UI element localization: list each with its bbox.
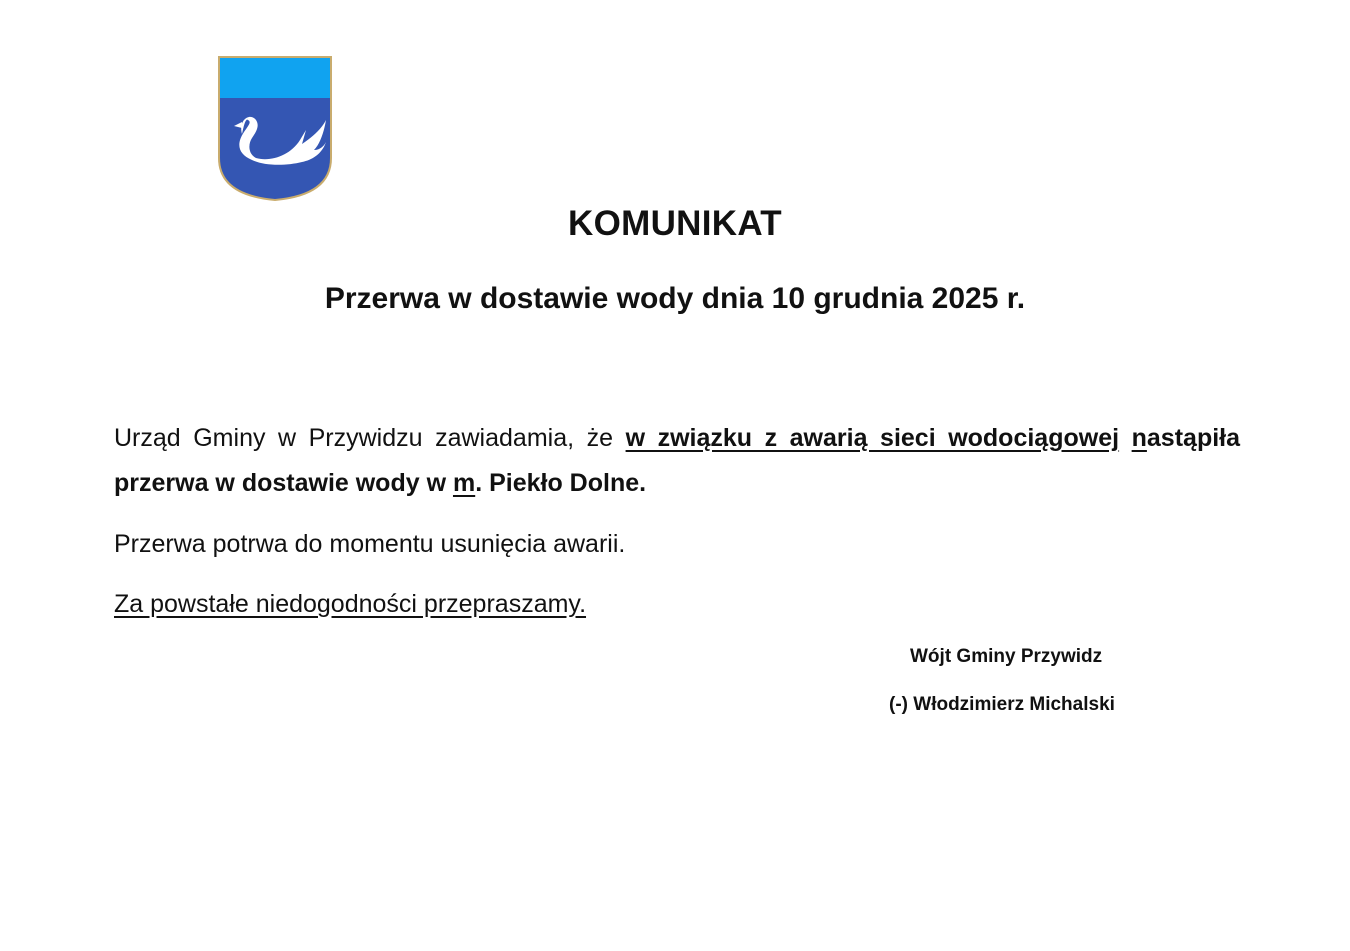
signature-role: Wójt Gminy Przywidz — [910, 646, 1103, 667]
announcement-location: . Piekło Dolne. — [475, 469, 647, 497]
announcement-cause: w związku z awarią sieci wodociągowej — [625, 424, 1120, 452]
page-title: KOMUNIKAT — [568, 204, 782, 243]
announcement-letter-n: n — [1131, 424, 1147, 452]
announcement-paragraph — [114, 416, 1240, 506]
announcement-letter-m: m — [452, 469, 476, 497]
swan-coat-of-arms-icon — [216, 54, 334, 202]
apology-paragraph — [114, 582, 1240, 627]
signature-name: (-) Włodzimierz Michalski — [889, 694, 1115, 715]
announcement-interruption: astąpiła przerwa w dostawie wody w — [114, 424, 1241, 497]
duration-paragraph: Przerwa potrwa do momentu usunięcia awarii. — [114, 530, 626, 558]
apology-text: Za powstałe niedogodności przepraszamy. — [114, 590, 587, 618]
announcement-intro: Urząd Gminy w Przywidzu zawiadamia, że — [114, 424, 626, 452]
page-subtitle: Przerwa w dostawie wody dnia 10 grudnia 2025 r. — [324, 282, 1026, 315]
